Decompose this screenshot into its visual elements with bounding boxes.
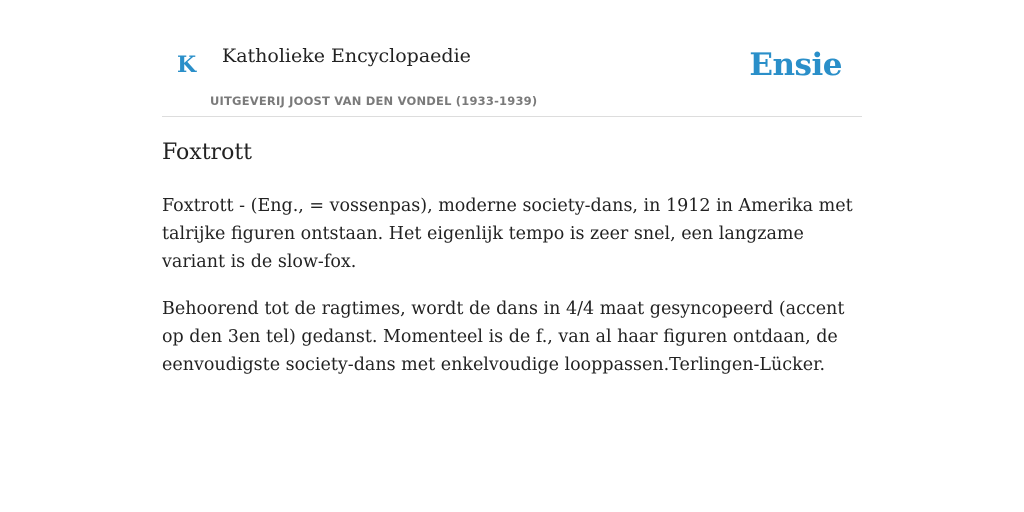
source-logo[interactable]: K: [177, 52, 197, 78]
article-paragraph: Foxtrott - (Eng., = vossenpas), moderne society-dans, in 1912 in Amerika met talrijke figuren ontstaan. Het eigenlijk tempo is zeer snel, een langzame variant is de slow-fox.: [162, 196, 853, 272]
article-body: [162, 192, 862, 398]
content-container: [162, 0, 862, 375]
source-subtitle: UITGEVERIJ JOOST VAN DEN VONDEL (1933-1939): [210, 94, 538, 108]
source-title[interactable]: Katholieke Encyclopaedie: [222, 45, 471, 67]
article-title: Foxtrott: [162, 140, 252, 165]
ensie-brand-logo[interactable]: Ensie: [749, 47, 842, 83]
source-header: [162, 0, 862, 117]
article-paragraph: Behoorend tot de ragtimes, wordt de dans in 4/4 maat gesyncopeerd (accent op den 3en tel) gedanst. Momenteel is de f., van al haar figuren ontdaan, de eenvoudigste society-dans met enkelvoudige looppassen.Terlingen-Lücker.: [162, 299, 845, 375]
